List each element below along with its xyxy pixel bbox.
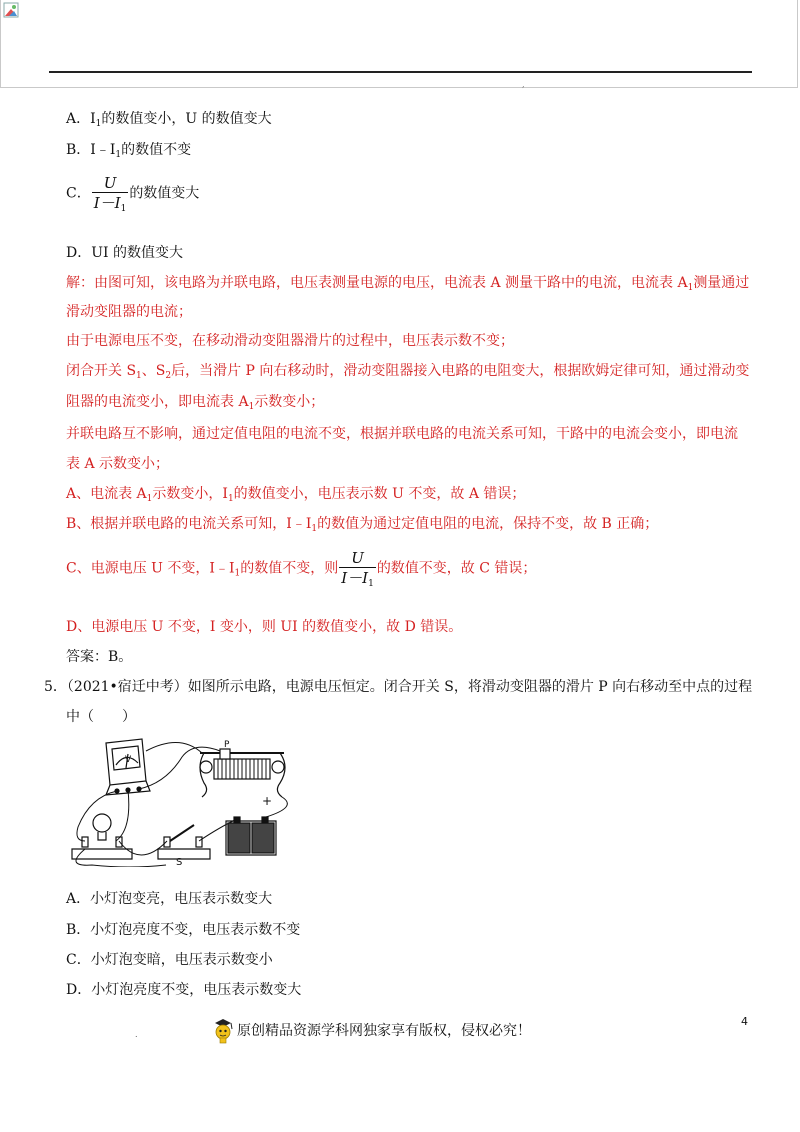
voltmeter-label: V [125, 755, 132, 765]
broken-image-icon [3, 2, 19, 18]
solution-line-3: 由于电源电压不变，在移动滑动变阻器滑片的过程中，电压表示数不变； [66, 333, 514, 349]
solution-line-6: 并联电路互不影响，通过定值电阻的电流不变，根据并联电路的电流关系可知，干路中的电流会变小，即电流 [66, 426, 738, 442]
q4-option-a: A．$I_1$的数值变小，U 的数值变大 [66, 111, 272, 129]
q5-stem-line-1: 5．（2021•宿迁中考）如图所示电路，电源电压恒定。闭合开关 S，将滑动变阻器的滑片 P 向右移动至中点的过程 [44, 679, 753, 695]
q4-option-d: D．UI 的数值变大 [66, 245, 184, 261]
solution-option-d: D、电源电压 U 不变，I 变小，则 UI 的数值变小，故 D 错误。 [66, 619, 463, 635]
q5-option-a: A．小灯泡变亮，电压表示数变大 [66, 891, 273, 907]
solution-line-7: 表 A 示数变小； [66, 456, 170, 472]
mascot-icon [211, 1017, 235, 1045]
solution-line-2: 滑动变阻器的电流； [66, 304, 192, 320]
answer-line: 答案：B。 [66, 649, 133, 665]
solution-option-a: A、电流表 $A_1$示数变小，$I_1$的数值变小，电压表示数 U 不变，故 A 错误； [66, 486, 526, 504]
page-number: 4 [741, 1015, 748, 1028]
q5-stem-line-2: 中（ ） [66, 709, 136, 725]
voltmeter [106, 739, 150, 795]
battery [226, 817, 276, 855]
header-rule [49, 71, 752, 73]
slider-label: P [224, 740, 230, 750]
battery-plus-label: + [262, 794, 273, 808]
q5-option-c: C．小灯泡变暗，电压表示数变小 [66, 952, 273, 968]
solution-option-c: C、电源电压 U 不变，$I﹣I_1$的数值不变，则 $\frac{U}{I-I_1}$ 的数值不变，故 C 错误； [66, 549, 537, 589]
q5-option-d: D．小灯泡亮度不变，电压表示数变大 [66, 982, 302, 998]
solution-line-1: 解：由图可知，该电路为并联电路，电压表测量电源的电压，电流表 A 测量干路中的电流，电流表 $A_1$测量通过 [66, 275, 750, 293]
solution-option-b: B、根据并联电路的电流关系可知，$I﹣I_1$的数值为通过定值电阻的电流，保持不变，故 B 正确； [66, 516, 659, 534]
footer-copyright: 原创精品资源学科网独家享有版权，侵权必究！ [211, 1017, 531, 1045]
solution-line-5: 阻器的电流变小，即电流表 $A_1$示数变小； [66, 394, 325, 412]
q5-option-b: B．小灯泡亮度不变，电压表示数不变 [66, 922, 301, 938]
circuit-figure [70, 737, 302, 867]
rheostat [200, 749, 285, 797]
footer-dot: . [135, 1030, 138, 1039]
q4-option-c: C． $\frac{U}{I-I_1}$ 的数值变大 [66, 174, 200, 214]
fraction-u-over-i-minus-i1: $\frac{U}{I-I_1}$ [93, 174, 127, 214]
fraction-u-over-i-minus-i1-solution: $\frac{U}{I-I_1}$ [341, 549, 374, 589]
page-header [0, 0, 798, 88]
header-dot: , [522, 80, 525, 89]
solution-line-4: 闭合开关 $S_1$、$S_2$后，当滑片 P 向右移动时，滑动变阻器接入电路的电阻变大，根据欧姆定律可知，通过滑动变 [66, 363, 750, 381]
switch-label: S [176, 857, 183, 867]
q4-option-b: B．$I﹣I_1$的数值不变 [66, 142, 192, 160]
